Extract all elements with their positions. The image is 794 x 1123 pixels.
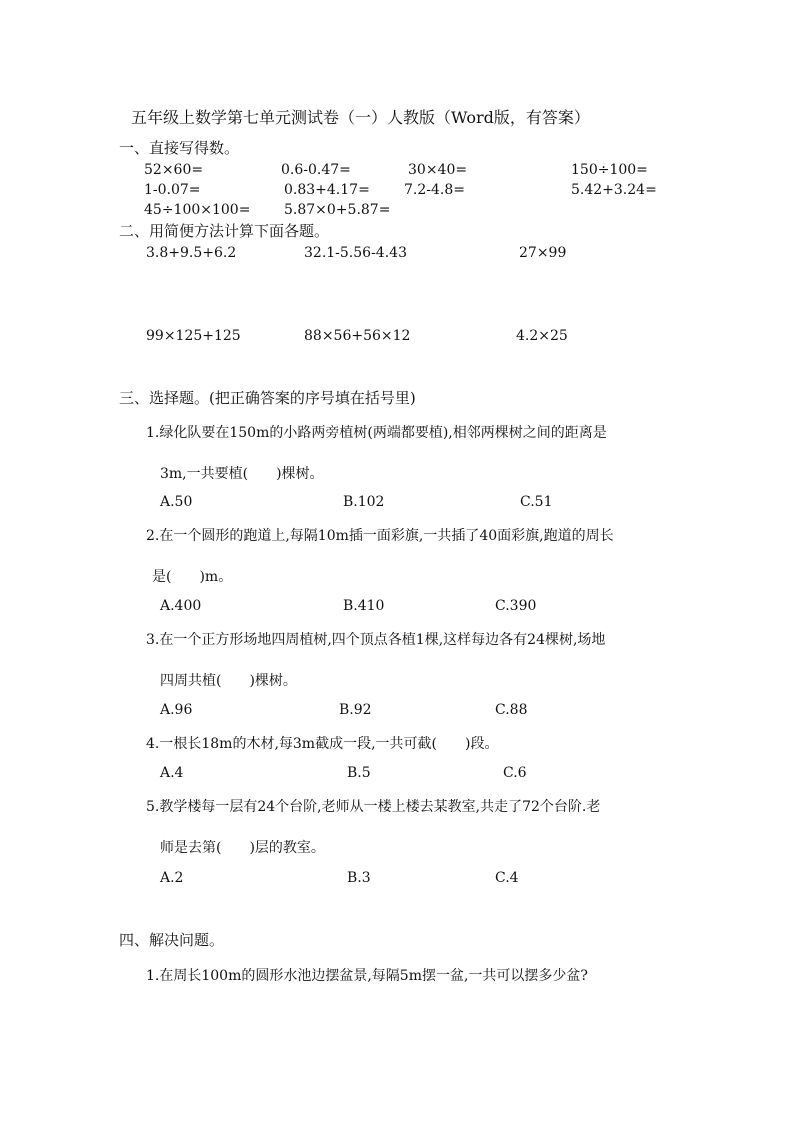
question-text: 3m,一共要植( )棵树。 <box>160 466 324 482</box>
option-c: C.6 <box>503 765 527 781</box>
calc-item: 5.87×0+5.87= <box>284 202 391 218</box>
option-c: C.88 <box>495 702 528 718</box>
calc-item: 45÷100×100= <box>144 202 251 218</box>
section-1-heading: 一、直接写得数。 <box>119 139 240 157</box>
option-c: C.390 <box>495 598 537 614</box>
calc-item: 0.83+4.17= <box>284 182 370 198</box>
question-text: 1.绿化队要在150m的小路两旁植树(两端都要植),相邻两棵树之间的距离是 <box>146 425 607 441</box>
option-b: B.5 <box>347 765 371 781</box>
calc-item: 150÷100= <box>571 162 648 178</box>
calc-item: 30×40= <box>408 162 468 178</box>
question-text: 四周共植( )棵树。 <box>160 673 297 689</box>
question-text: 1.在周长100m的圆形水池边摆盆景,每隔5m摆一盆,一共可以摆多少盆? <box>146 968 588 984</box>
calc-item: 52×60= <box>144 162 204 178</box>
option-a: A.400 <box>160 598 202 614</box>
simplify-item: 3.8+9.5+6.2 <box>146 245 237 261</box>
simplify-item: 27×99 <box>519 245 567 261</box>
calc-item: 7.2-4.8= <box>404 182 465 198</box>
simplify-item: 32.1-5.56-4.43 <box>304 245 407 261</box>
document-title: 五年级上数学第七单元测试卷（一）人教版（Word版，有答案） <box>131 108 590 127</box>
option-b: B.410 <box>343 598 385 614</box>
question-text: 3.在一个正方形场地四周植树,四个顶点各植1棵,这样每边各有24棵树,场地 <box>146 632 606 648</box>
section-2-heading: 二、用简便方法计算下面各题。 <box>119 222 330 240</box>
question-text: 2.在一个圆形的跑道上,每隔10m插一面彩旗,一共插了40面彩旗,跑道的周长 <box>146 528 614 544</box>
calc-item: 0.6-0.47= <box>281 162 351 178</box>
option-a: A.50 <box>160 494 193 510</box>
simplify-item: 4.2×25 <box>516 328 568 344</box>
option-b: B.102 <box>343 494 385 510</box>
option-a: A.2 <box>160 870 184 886</box>
question-text: 师是去第( )层的教室。 <box>160 840 325 856</box>
option-b: B.3 <box>347 870 371 886</box>
simplify-item: 88×56+56×12 <box>304 328 411 344</box>
calc-item: 5.42+3.24= <box>571 182 657 198</box>
calc-item: 1-0.07= <box>144 182 201 198</box>
simplify-item: 99×125+125 <box>146 328 241 344</box>
question-text: 5.教学楼每一层有24个台阶,老师从一楼上楼去某教室,共走了72个台阶.老 <box>146 799 601 815</box>
option-c: C.4 <box>495 870 519 886</box>
option-b: B.92 <box>339 702 372 718</box>
option-a: A.96 <box>160 702 193 718</box>
section-4-heading: 四、解决问题。 <box>119 931 225 949</box>
option-c: C.51 <box>520 494 553 510</box>
option-a: A.4 <box>160 765 184 781</box>
question-text: 4.一根长18m的木材,每3m截成一段,一共可截( )段。 <box>146 736 499 752</box>
question-text: 是( )m。 <box>152 569 233 585</box>
section-3-heading: 三、选择题。(把正确答案的序号填在括号里) <box>119 389 416 407</box>
